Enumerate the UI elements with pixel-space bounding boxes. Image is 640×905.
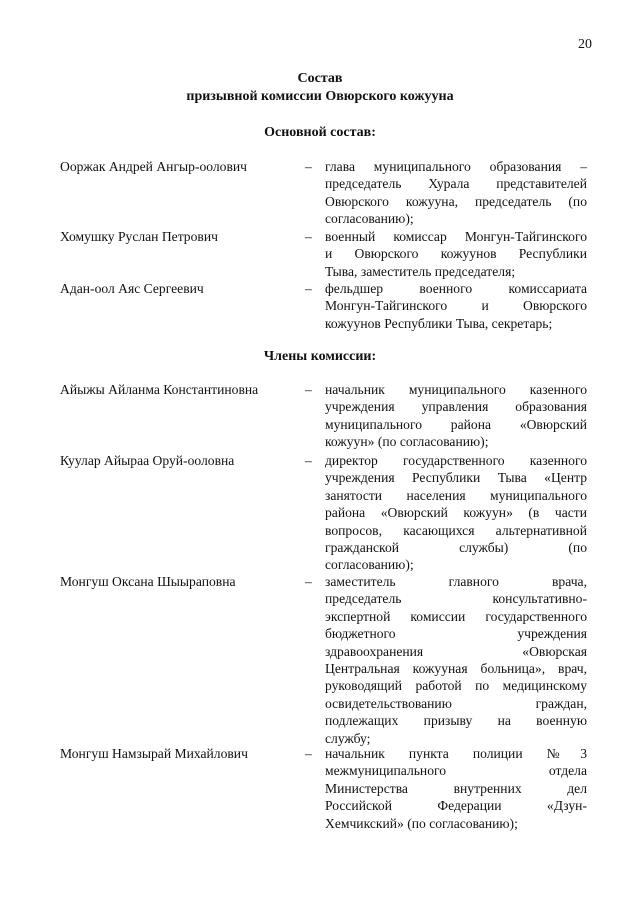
- description-line: заместитель главного врача,: [325, 574, 587, 589]
- document-subtitle: призывной комиссии Овюрского кожууна: [186, 89, 454, 104]
- entry-name: Хомушку Руслан Петрович: [60, 229, 218, 244]
- entry-name: Монгуш Оксана Шыыраповна: [60, 574, 236, 589]
- entry-description: [325, 280, 587, 332]
- entry-description: [325, 228, 587, 280]
- description-line: согласованию);: [325, 211, 414, 227]
- entry-description: [325, 452, 587, 574]
- entry-name: Ооржак Андрей Ангыр-оолович: [60, 159, 248, 174]
- entry-name: Айыжы Айланма Константиновна: [60, 382, 259, 397]
- description-line: военный комиссар Монгун-Тайгинского: [325, 229, 587, 244]
- description-line: глава муниципального образования –: [325, 159, 587, 174]
- entry-description: [325, 158, 587, 228]
- description-line: начальник муниципального казенного: [325, 382, 587, 397]
- entry-dash: –: [305, 382, 312, 397]
- description-line: подлежащих призыву на военную: [325, 713, 587, 729]
- description-line: Тыва, заместитель председателя;: [325, 263, 516, 279]
- description-line: бюджетного учреждения: [325, 626, 587, 642]
- description-line: гражданской службы) (по: [325, 540, 587, 556]
- description-line: согласованию);: [325, 557, 414, 573]
- description-line: района «Овюрский кожуун» (в части: [325, 505, 587, 521]
- description-line: начальник пункта полиции №3: [325, 746, 587, 761]
- description-line: учреждения Республики Тыва «Центр: [325, 470, 587, 486]
- description-line: Российской Федерации «Дзун-: [325, 798, 587, 814]
- section-heading-members: Члены комиссии:: [263, 349, 377, 364]
- entry-dash: –: [305, 453, 312, 468]
- description-line: Центральная кожууная больница», врач,: [325, 661, 587, 677]
- description-line: и Овюрского кожуунов Республики: [325, 246, 587, 262]
- page-number: 20: [578, 37, 592, 52]
- description-line: службу;: [325, 730, 371, 746]
- description-line: директор государственного казенного: [325, 453, 587, 468]
- description-line: руководящий работой по медицинскому: [325, 678, 587, 694]
- entry-dash: –: [305, 281, 312, 296]
- entry-dash: –: [305, 746, 312, 761]
- description-line: здравоохранения «Овюрская: [325, 643, 587, 659]
- document-title: Состав: [297, 71, 343, 86]
- description-line: межмуниципального отдела: [325, 763, 587, 779]
- entry-name: Куулар Айыраа Оруй-ооловна: [60, 453, 235, 468]
- entry-name: Адан-оол Аяс Сергеевич: [60, 281, 204, 296]
- description-line: экспертной комиссии государственного: [325, 608, 587, 624]
- description-line: кожуун» (по согласованию);: [325, 434, 489, 450]
- description-line: занятости населения муниципального: [325, 487, 587, 503]
- entry-name: Монгуш Намзырай Михайлович: [60, 746, 248, 761]
- entry-dash: –: [305, 229, 312, 244]
- description-line: Овюрского кожууна, председатель (по: [325, 193, 587, 209]
- description-line: Министерства внутренних дел: [325, 780, 587, 796]
- entry-dash: –: [305, 574, 312, 589]
- description-line: кожуунов Республики Тыва, секретарь;: [325, 315, 553, 331]
- entry-description: [325, 573, 587, 747]
- description-line: муниципального района «Овюрский: [325, 416, 587, 432]
- entry-description: [325, 745, 587, 832]
- description-line: освидетельствованию граждан,: [325, 695, 587, 711]
- description-line: вопросов, касающихся альтернативной: [325, 522, 587, 538]
- description-line: председатель Хурала представителей: [325, 176, 587, 192]
- entry-description: [325, 381, 587, 451]
- description-line: фельдшер военного комиссариата: [325, 281, 587, 296]
- description-line: председатель консультативно-: [325, 591, 587, 607]
- description-line: Хемчикский» (по согласованию);: [325, 815, 518, 831]
- description-line: Монгун-Тайгинского и Овюрского: [325, 298, 587, 314]
- entry-dash: –: [305, 159, 312, 174]
- section-heading-main: Основной состав:: [264, 125, 376, 140]
- description-line: учреждения управления образования: [325, 399, 587, 415]
